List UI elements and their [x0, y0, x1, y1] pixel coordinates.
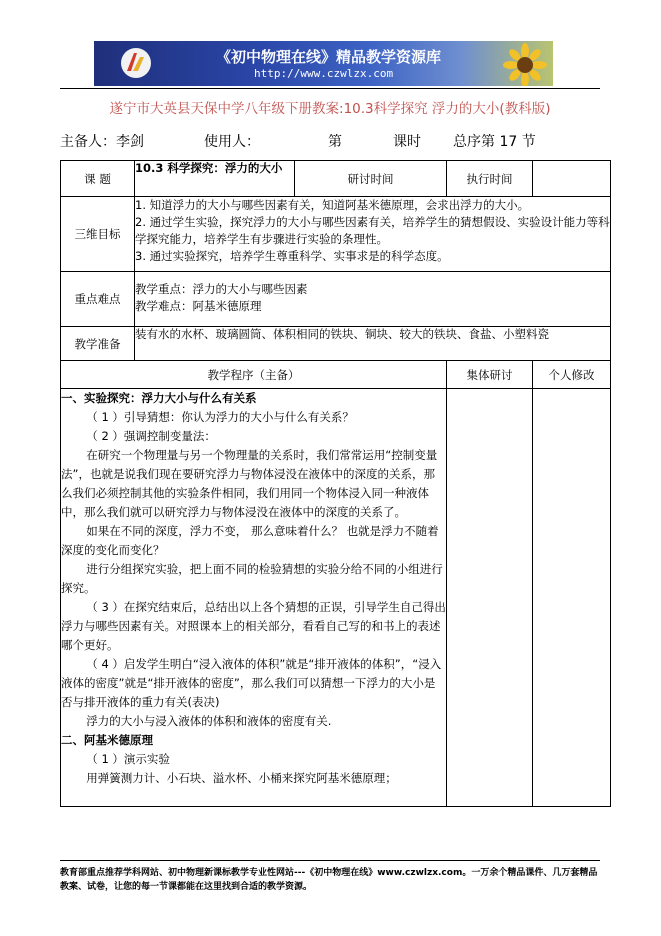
- personal-header: 个人修改: [533, 361, 611, 389]
- procedure-header: 教学程序（主备）: [61, 361, 447, 389]
- meta-di: 第: [328, 134, 342, 150]
- topic-row: [61, 161, 611, 197]
- prep-label: 教学准备: [61, 327, 135, 361]
- procedure-line: （ 4 ）启发学生明白“浸入液体的体积”就是“排开液体的体积”，“浸入液体的密度”就是“排开液体的密度”，那么我们可以猜想一下浮力的大小是否与排开液体的重力有关(表决): [61, 657, 442, 709]
- procedure-body-row: [61, 389, 611, 807]
- page-footer: 教育部重点推荐学科网站、初中物理新课标教学专业性网站---《初中物理在线》www.czwlzx.com。一万余个精品课件、几万套精品教案、试卷，让您的每一节课都能在这里找到合适的教学资源。: [60, 868, 598, 892]
- header-banner: [94, 41, 553, 86]
- lesson-plan-table: [60, 160, 611, 807]
- banner-url[interactable]: http://www.czwlzx.com: [254, 67, 394, 80]
- objective-2: 2. 通过学生实验，探究浮力的大小与哪些因素有关，培养学生的猜想假设、实验设计能力等科学探究能力，培养学生有步骤进行实验的条理性。: [135, 215, 610, 246]
- collective-header: 集体研讨: [447, 361, 533, 389]
- objective-1: 1. 知道浮力的大小与哪些因素有关，知道阿基米德原理，会求出浮力的大小。: [135, 198, 530, 212]
- meta-preparer: 主备人：李剑: [60, 134, 144, 150]
- procedure-line: （ 1 ）演示实验: [86, 752, 170, 766]
- banner-title: 《初中物理在线》精品教学资源库: [216, 48, 442, 66]
- exec-time-label: 执行时间: [447, 161, 533, 197]
- header-rule: [60, 88, 600, 89]
- topic-label: 课 题: [61, 161, 135, 197]
- objective-3: 3. 通过实验探究，培养学生尊重科学、实事求是的科学态度。: [135, 249, 449, 263]
- meta-total: 总序第 17 节: [453, 134, 536, 150]
- logo-icon: [120, 47, 152, 79]
- prep-row: [61, 327, 611, 361]
- document-subtitle: 遂宁市大英县天保中学八年级下册教案:10.3科学探究 浮力的大小(教科版): [109, 101, 551, 117]
- procedure-line: 浮力的大小与浸入液体的体积和液体的密度有关.: [86, 714, 332, 728]
- prep-cell: 装有水的水杯、玻璃圆筒、体积相同的铁块、铜块、较大的铁块、食盐、小塑料瓷: [135, 327, 611, 361]
- meta-period: 课时: [393, 134, 421, 150]
- sunflower-icon: [503, 43, 547, 86]
- keypoints-row: [61, 272, 611, 327]
- procedure-line: 如果在不同的深度，浮力不变， 那么意味着什么？ 也就是浮力不随着深度的变化而变化？: [61, 524, 439, 557]
- keypoint-2: 教学难点：阿基米德原理: [135, 299, 262, 313]
- procedure-line: （ 1 ）引导猜想：你认为浮力的大小与什么有关系？: [86, 410, 354, 424]
- procedure-cell: [61, 389, 447, 807]
- exec-time-value: [533, 161, 611, 197]
- objectives-label: 三维目标: [61, 197, 135, 272]
- objectives-cell: [135, 197, 611, 272]
- procedure-header-row: [61, 361, 611, 389]
- keypoints-cell: [135, 272, 611, 327]
- objectives-row: [61, 197, 611, 272]
- procedure-line: （ 3 ）在探究结束后，总结出以上各个猜想的正误，引导学生自己得出浮力与哪些因素有关。对照课本上的相关部分，看看自己写的和书上的表述哪个更好。: [61, 600, 446, 652]
- procedure-line: 在研究一个物理量与另一个物理量的关系时，我们常常运用“控制变量法”，也就是说我们现在要研究浮力与物体浸没在液体中的深度的关系，那么我们必须控制其他的实验条件相同，我们用同一个物体浸入同一种液体中，那么我们就可以研究浮力与物体浸没在液体中的深度的关系了。: [61, 448, 438, 519]
- procedure-line: 一、实验探究：浮力大小与什么有关系: [61, 391, 257, 405]
- procedure-line: 用弹簧测力计、小石块、溢水杯、小桶来探究阿基米德原理；: [86, 771, 397, 785]
- meta-user: 使用人：: [204, 134, 260, 150]
- collective-cell: [447, 389, 533, 807]
- footer-rule: [60, 860, 600, 861]
- personal-cell: [533, 389, 611, 807]
- procedure-line: 二、阿基米德原理: [61, 733, 153, 747]
- discuss-time-label: 研讨时间: [295, 161, 447, 197]
- procedure-line: 进行分组探究实验，把上面不同的检验猜想的实验分给不同的小组进行探究。: [61, 562, 443, 595]
- procedure-line: （ 2 ）强调控制变量法：: [86, 429, 216, 443]
- topic-value: 10.3 科学探究：浮力的大小: [135, 161, 295, 197]
- keypoint-1: 教学重点：浮力的大小与哪些因素: [135, 282, 308, 296]
- keypoints-label: 重点难点: [61, 272, 135, 327]
